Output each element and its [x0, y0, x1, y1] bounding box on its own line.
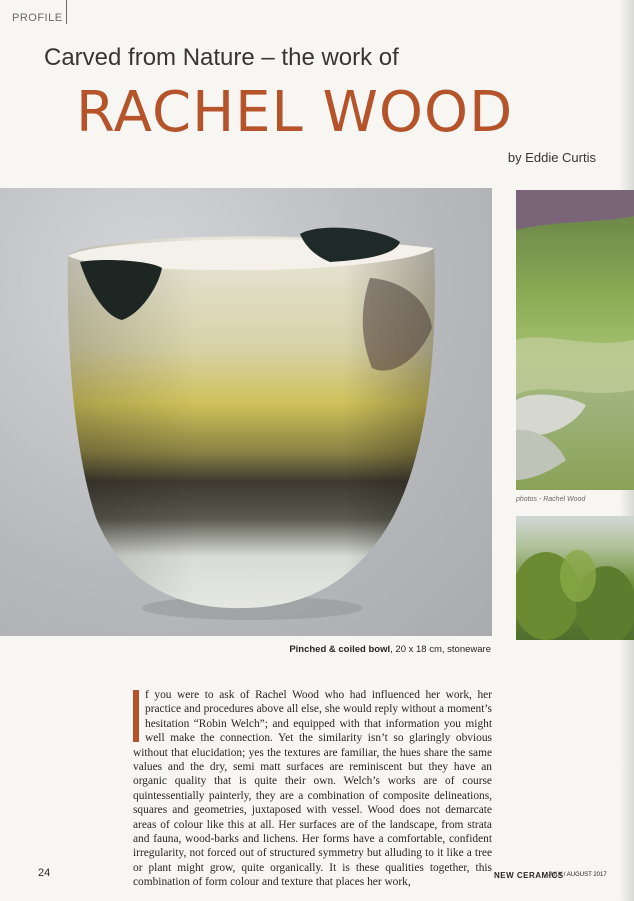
byline: by Eddie Curtis [507, 150, 596, 165]
caption-details: , 20 x 18 cm, stoneware [390, 644, 491, 655]
moorland-illustration [516, 190, 634, 490]
trees-illustration [516, 516, 634, 640]
article-text: f you were to ask of Rachel Wood who had influenced her work, her practice and procedures above all else, she would reply without a moment’s hesitation “Robin Welch”; and equipped with that information you might well make the connection. Yet the similarity isn’t so glaringly obvious without that elucidation; yes the textures are familiar, the hues share the same values and the dry, semi matt surfaces are reminiscent but they have an organic quality that is quite their own. Welch’s works are of course quintessentially painterly, they are a combination of composite delineations, squares and geometries, juxtaposed with vessel. Wood does not demarcate areas of colour like this at all. Her surfaces are of the landscape, from strata and fauna, wood-barks and lichens. Her forms have a comfortable, confident irregularity, not forced out of structured symmetry but alluding to it like a tree or plant might grow, quite organically. It is these qualities together, this combination of form colour and texture that places her work, [133, 689, 492, 889]
bowl-illustration [0, 188, 492, 636]
magazine-name: NEW CERAMICS [494, 871, 564, 880]
photo-credit: photos - Rachel Wood [516, 496, 586, 503]
article-body [133, 688, 492, 890]
photo-caption [289, 644, 491, 655]
landscape-photo-trees [516, 516, 634, 640]
page-number: 24 [38, 867, 51, 879]
issue-date: JULY / AUGUST 2017 [548, 872, 607, 878]
bowl-photo [0, 188, 492, 636]
drop-cap-bar [133, 690, 139, 742]
caption-title: Pinched & coiled bowl [289, 644, 391, 655]
article-headline: Carved from Nature – the work of [44, 44, 399, 71]
landscape-photo-moorland [516, 190, 634, 490]
section-label: PROFILE [12, 12, 63, 24]
artist-name-title: RACHEL WOOD [76, 80, 514, 145]
section-divider [66, 0, 67, 24]
